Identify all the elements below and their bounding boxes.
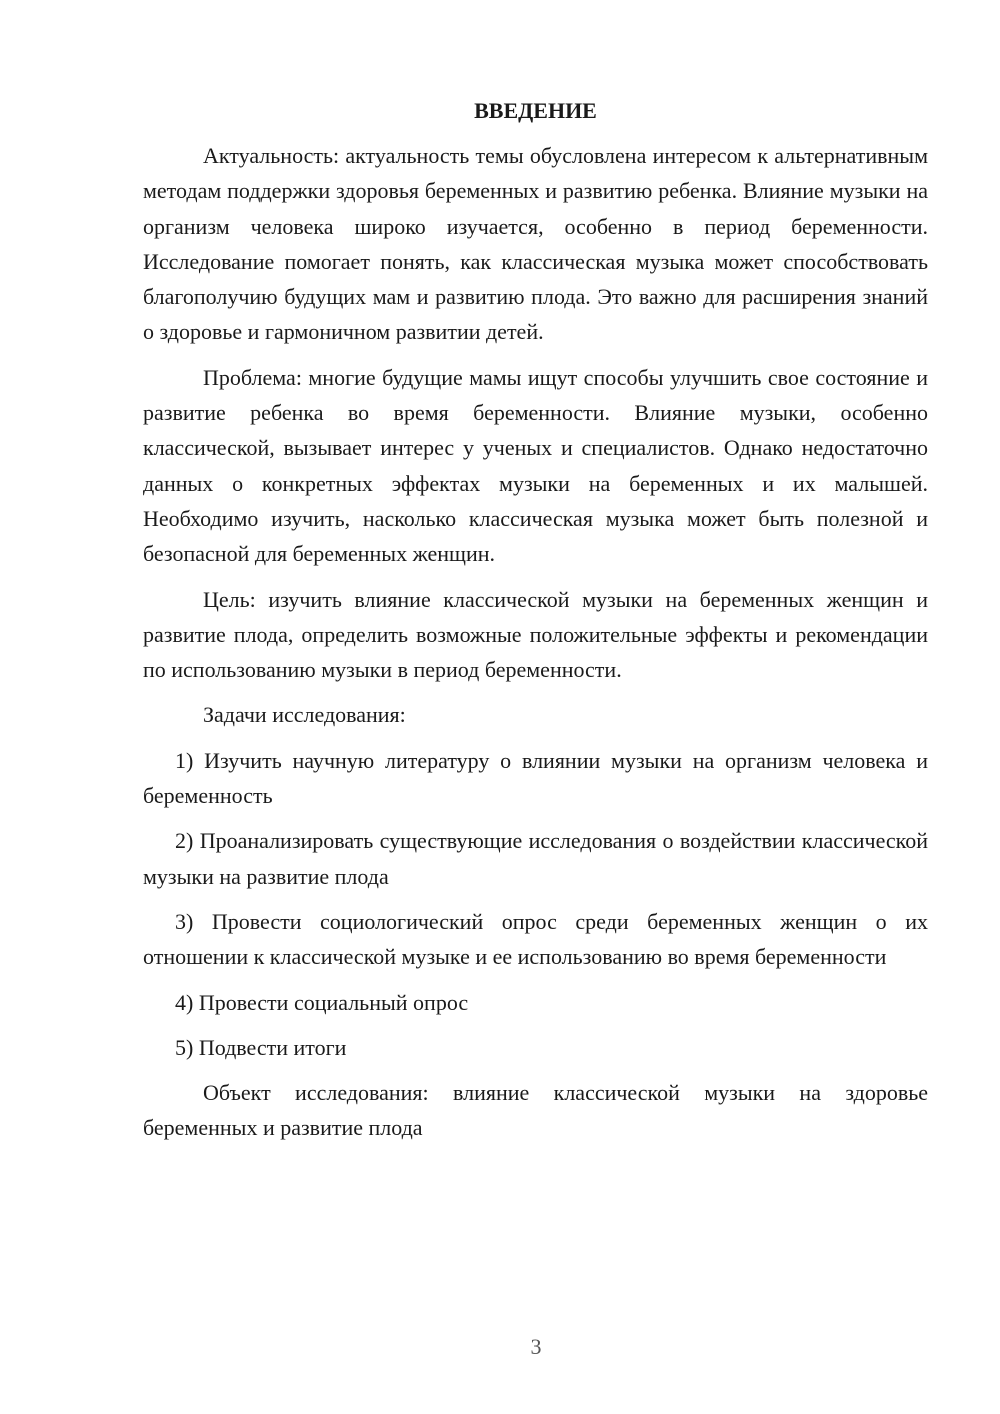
- task-item: 5) Подвести итоги: [175, 1034, 347, 1060]
- object-paragraph: Объект исследования: влияние классической музыки на здоровье беременных и развитие плода: [143, 1080, 928, 1141]
- page-number: 3: [530, 1334, 542, 1359]
- relevance-paragraph: Актуальность: актуальность темы обусловлена интересом к альтернативным методам поддержки здоровья беременных и развитию ребенка. Влияние музыки на организм человека широко изучается, особенно в период беременности. Исследование помогает понять, как классическая музыка может способствовать благополучию будущих мам и развитию плода. Это важно для расширения знаний о здоровье и гармоничном развитии детей.: [143, 143, 928, 345]
- task-item: 4) Провести социальный опрос: [175, 989, 469, 1015]
- section-heading: ВВЕДЕНИЕ: [474, 98, 597, 123]
- goal-paragraph: Цель: изучить влияние классической музыки на беременных женщин и развитие плода, определить возможные положительные эффекты и рекомендации по использованию музыки в период беременности.: [143, 586, 928, 683]
- task-item: 1) Изучить научную литературу о влиянии музыки на организм человека и беременность: [143, 747, 928, 809]
- task-item: 2) Проанализировать существующие исследования о воздействии классической музыки на развитие плода: [143, 828, 928, 889]
- document-page: [143, 96, 928, 1156]
- problem-paragraph: Проблема: многие будущие мамы ищут способы улучшить свое состояние и развитие ребенка во время беременности. Влияние музыки, особенно классической, вызывает интерес у ученых и специалистов. Однако недостаточно данных о конкретных эффектах музыки на беременных и их малышей. Необходимо изучить, насколько классическая музыка может быть полезной и безопасной для беременных женщин.: [143, 364, 928, 567]
- task-item: 3) Провести социологический опрос среди беременных женщин о их отношении к классической музыке и ее использованию во время беременности: [143, 908, 928, 970]
- tasks-title: Задачи исследования:: [203, 702, 406, 728]
